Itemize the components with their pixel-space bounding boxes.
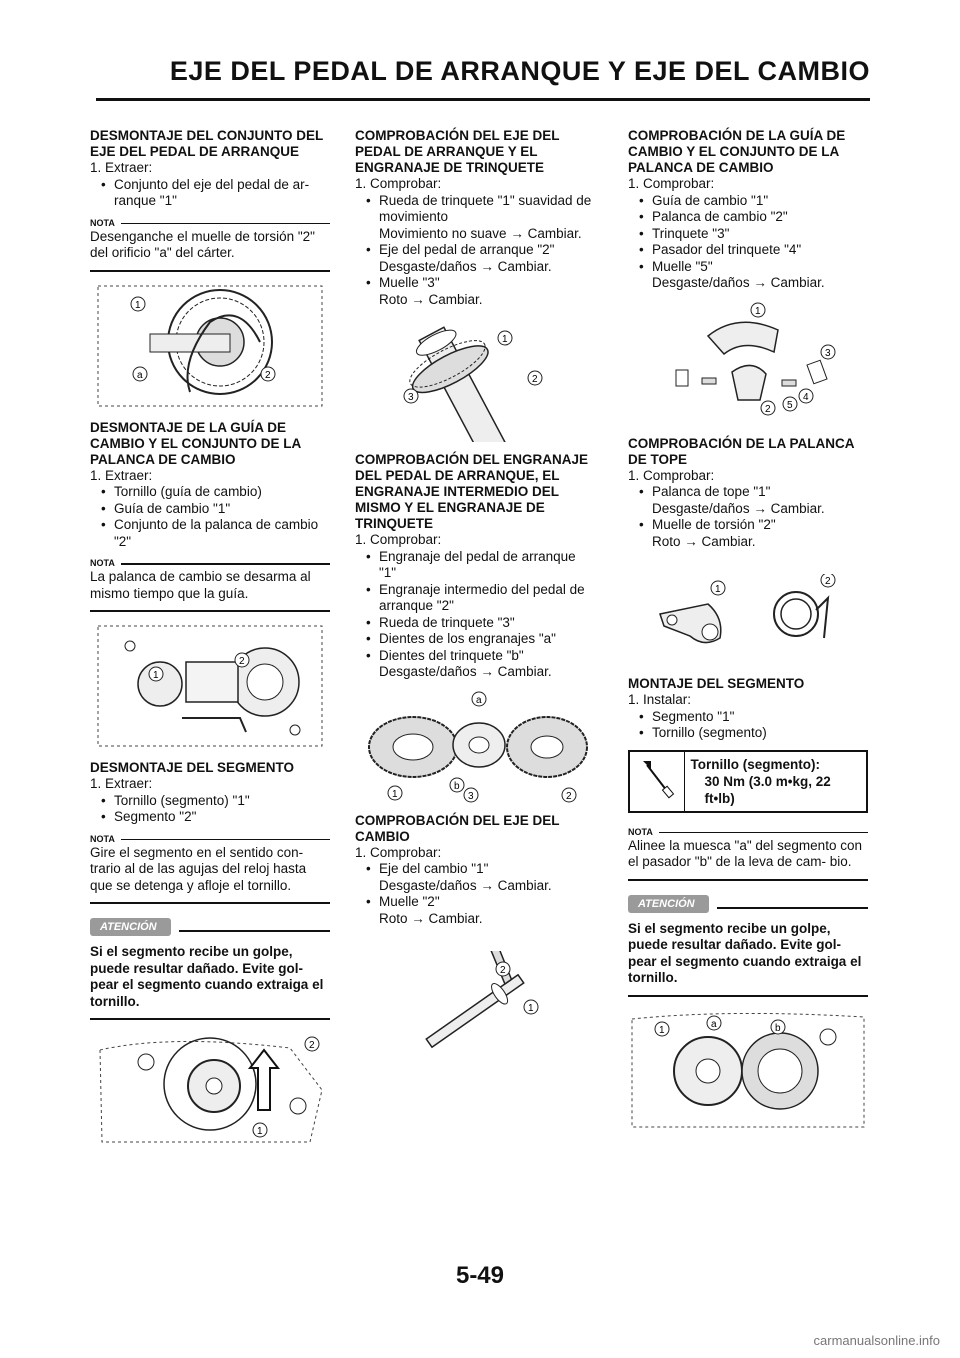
atencion-text: Si el segmento recibe un golpe, puede resultar dañado. Evite gol- pear el segmento cuando extraiga el tornillo. [90, 944, 324, 1009]
bullet-result: Desgaste/daños → Cambiar. [652, 275, 825, 290]
page-number: 5-49 [455, 1262, 505, 1289]
nota-text: Alinee la muesca "a" del segmento con el pasador "b" de la leva de cam- bio. [628, 837, 862, 869]
nota-text: La palanca de cambio se desarma al mismo tiempo que la guía. [90, 569, 311, 601]
nota-box [90, 834, 330, 905]
bullet-continuation: ranque "1" [114, 193, 177, 208]
callout-1: 1 [528, 1003, 534, 1014]
callout-a: a [137, 369, 143, 381]
callout-3: 3 [408, 392, 414, 403]
atencion-text: Si el segmento recibe un golpe, puede resultar dañado. Evite gol- pear el segmento cuando extraiga el tornillo. [628, 920, 862, 985]
bullet-result: Desgaste/daños → Cambiar. [379, 258, 552, 274]
figure-stopper-lever-check [628, 574, 868, 666]
column-right [628, 128, 868, 1141]
callout-1: 1 [755, 305, 761, 317]
callout-1: 1 [659, 1024, 665, 1036]
step-text: 1. Extraer: [90, 776, 153, 791]
column-middle [355, 128, 595, 1079]
callout-2: 2 [239, 656, 245, 667]
step-text: 1. Extraer: [90, 160, 153, 175]
callout-2: 2 [532, 374, 538, 385]
callout-2: 2 [566, 790, 572, 802]
step-text: 1. Instalar: [628, 692, 692, 707]
section-heading: COMPROBACIÓN DE LA GUÍA DE CAMBIO Y EL CONJUNTO DE LA PALANCA DE CAMBIO [628, 128, 846, 175]
callout-1: 1 [502, 334, 508, 345]
nota-box [90, 218, 330, 272]
bullet-item: • Eje del cambio "1" [355, 861, 595, 878]
bullet-item: • Eje del pedal de arranque "2" [355, 242, 595, 259]
nota-box [628, 827, 868, 881]
bullet-item: • Muelle "3" [355, 275, 595, 292]
callout-3: 3 [825, 347, 831, 359]
callout-b: b [454, 780, 460, 792]
callout-4: 4 [803, 391, 809, 403]
atencion-badge: ATENCIÓN [90, 918, 171, 936]
figure-shift-shaft-check [355, 951, 595, 1069]
bullet-result: Roto → Cambiar. [379, 910, 483, 926]
section-heading: COMPROBACIÓN DE LA PALANCA DE TOPE [628, 435, 854, 467]
bullet-result: Roto → Cambiar. [652, 533, 756, 549]
callout-1: 1 [153, 670, 159, 681]
nota-label: NOTA [628, 826, 653, 837]
nota-label: NOTA [90, 833, 115, 844]
callout-3: 3 [468, 790, 474, 802]
callout-2: 2 [265, 369, 271, 381]
figure-shift-guide-removal [90, 622, 330, 750]
torque-label: Tornillo (segmento): [690, 756, 820, 772]
bullet-item: • Trinquete "3" [628, 226, 868, 243]
bullet-result: Desgaste/daños → Cambiar. [379, 664, 552, 679]
section-heading: DESMONTAJE DEL CONJUNTO DEL EJE DEL PEDAL DE ARRANQUE [90, 128, 324, 159]
figure-shift-guide-check [628, 302, 868, 426]
bullet-item: • Palanca de cambio "2" [628, 209, 868, 226]
bullet-item: • Guía de cambio "1" [90, 501, 330, 518]
bullet-item: • Engranaje del pedal de arranque "1" [355, 549, 595, 582]
callout-b: b [775, 1022, 781, 1034]
step-text: 1. Comprobar: [355, 844, 442, 860]
section-heading: COMPROBACIÓN DEL EJE DEL CAMBIO [355, 812, 560, 844]
step-text: 1. Comprobar: [355, 532, 442, 547]
bullet-item: • Dientes del trinquete "b" [355, 648, 595, 665]
torque-wrench-icon [630, 752, 685, 811]
bullet-result: Movimiento no suave → Cambiar. [379, 225, 582, 241]
section-heading: DESMONTAJE DE LA GUÍA DE CAMBIO Y EL CONJUNTO DE LA PALANCA DE CAMBIO [90, 419, 301, 467]
bullet-item: • Tornillo (segmento) [628, 725, 868, 742]
atencion-box [90, 918, 330, 1020]
callout-1: 1 [715, 584, 721, 595]
nota-box [90, 558, 330, 612]
bullet-item: • Rueda de trinquete "1" suavidad de movimiento [355, 193, 595, 226]
bullet-item: • Muelle de torsión "2" [628, 517, 868, 534]
watermark: carmanualsonline.info [813, 1333, 940, 1348]
callout-1: 1 [257, 1126, 263, 1137]
bullet-item: • Tornillo (guía de cambio) [90, 484, 330, 501]
bullet-result: Desgaste/daños → Cambiar. [379, 877, 552, 893]
bullet-item: • Muelle "5" [628, 259, 868, 276]
bullet-item: • Dientes de los engranajes "a" [355, 631, 595, 648]
bullet-item: • Conjunto de la palanca de cambio "2" [90, 517, 330, 550]
bullet-item: • Muelle "2" [355, 894, 595, 911]
callout-1: 1 [392, 788, 398, 800]
column-left [90, 128, 330, 1160]
bullet-result: Desgaste/daños → Cambiar. [652, 500, 825, 516]
nota-label: NOTA [90, 558, 115, 568]
torque-spec-box [628, 750, 868, 813]
nota-text: Gire el segmento en el sentido con- trario al de las agujas del reloj hasta que se detenga y afloje el tornillo. [90, 844, 307, 893]
callout-2: 2 [309, 1040, 315, 1051]
step-text: 1. Comprobar: [355, 176, 442, 191]
torque-value: 30 Nm (3.0 m•kg, 22 ft•lb) [704, 773, 831, 806]
figure-segment-installation [628, 1007, 868, 1131]
figure-kick-gears-check [355, 691, 595, 803]
callout-a: a [711, 1018, 717, 1030]
bullet-item: • Pasador del trinquete "4" [628, 242, 868, 259]
callout-2: 2 [500, 965, 506, 976]
atencion-badge: ATENCIÓN [628, 895, 709, 913]
figure-kick-shaft-check [355, 318, 595, 442]
bullet-item: • Segmento "1" [628, 709, 868, 726]
bullet-item: • Segmento "2" [90, 809, 330, 826]
figure-segment-removal [90, 1030, 330, 1150]
step-text: 1. Extraer: [90, 467, 153, 483]
section-heading: MONTAJE DEL SEGMENTO [628, 676, 805, 691]
bullet-item: • Conjunto del eje del pedal de ar- [90, 177, 330, 194]
callout-a: a [476, 694, 482, 706]
section-heading: COMPROBACIÓN DEL ENGRANAJE DEL PEDAL DE ARRANQUE, EL ENGRANAJE INTERMEDIO DEL MISMO Y EL ENGRANAJE DE TRINQUETE [355, 452, 589, 531]
bullet-item: • Palanca de tope "1" [628, 484, 868, 501]
nota-label: NOTA [90, 217, 115, 228]
section-heading: DESMONTAJE DEL SEGMENTO [90, 760, 295, 775]
callout-1: 1 [135, 299, 141, 311]
callout-2: 2 [765, 403, 771, 415]
callout-5: 5 [787, 399, 793, 411]
step-text: 1. Comprobar: [628, 176, 715, 191]
bullet-item: • Guía de cambio "1" [628, 193, 868, 210]
title-rule [96, 98, 870, 101]
section-heading: COMPROBACIÓN DEL EJE DEL PEDAL DE ARRANQUE Y EL ENGRANAJE DE TRINQUETE [355, 128, 560, 175]
bullet-item: • Rueda de trinquete "3" [355, 615, 595, 632]
bullet-result: Roto → Cambiar. [379, 291, 483, 307]
bullet-item: • Engranaje intermedio del pedal de arranque "2" [355, 582, 595, 615]
nota-text: Desenganche el muelle de torsión "2" del orificio "a" del cárter. [90, 228, 315, 260]
atencion-box [628, 895, 868, 997]
bullet-item: • Tornillo (segmento) "1" [90, 793, 330, 810]
step-text: 1. Comprobar: [628, 467, 715, 483]
callout-2: 2 [825, 576, 831, 587]
page-title: EJE DEL PEDAL DE ARRANQUE Y EJE DEL CAMBIO [169, 56, 870, 86]
figure-kick-shaft-removal [90, 282, 330, 410]
